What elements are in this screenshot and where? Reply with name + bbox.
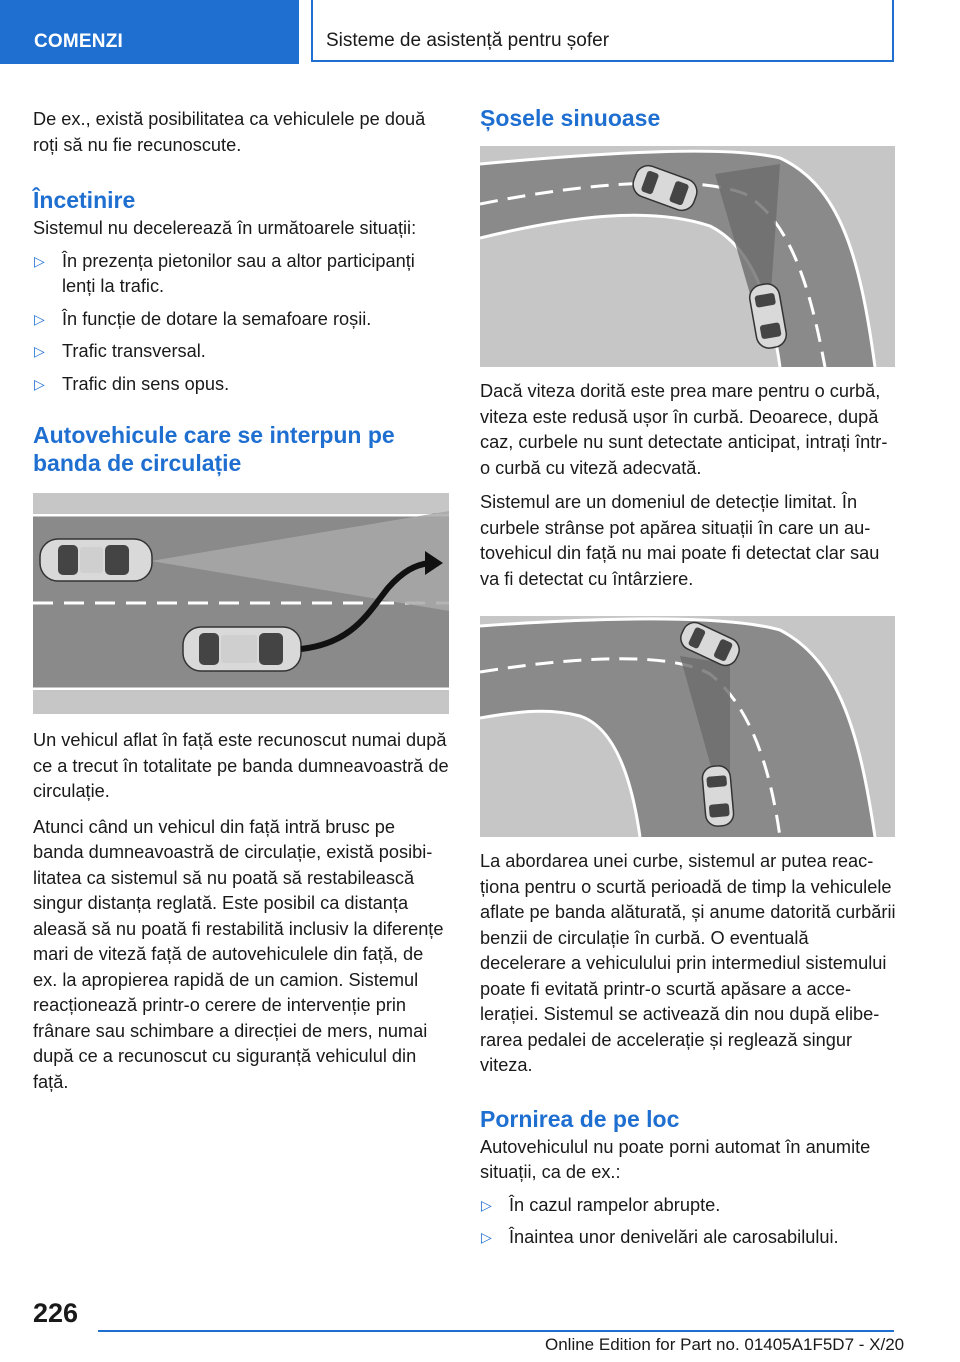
heading-interpun: Autovehicule care se interpun pe banda de circulație [33, 422, 395, 476]
intro-paragraph: De ex., există posibilitatea ca vehiculele pe două roți să nu fie recunoscute. [33, 109, 426, 155]
list-item: ▷ Înaintea unor denivelări ale carosabilului. [480, 1225, 896, 1251]
right-column [480, 104, 896, 1251]
triangle-bullet-icon: ▷ [34, 310, 45, 327]
car-cutting-in-icon [183, 627, 301, 671]
curved-road-figure-1 [480, 146, 895, 367]
header-title: Sisteme de asistență pentru șofer [326, 30, 610, 51]
cut-in-paragraph-2: Atunci când un vehicul din față intră brusc pe banda dumneavoastră de circulație, există posibilitatea ca sistemul să nu poată să restabilească singur distanța reglată. Este posibil ca distanța aleasă să nu poată fi restabilită inclusiv la diferențe mari de viteză față de autovehiculele din față, de ex. la apropierea rapidă de un camion. Sistemul reacționează printr-o cerere de intervenție prin frânare sau schimbare a direcției de mers, numai după ce a recunoscut cu siguranță vehiculul din față. [33, 816, 444, 1092]
list-item: ▷ Trafic din sens opus. [33, 372, 449, 398]
header-title-box [311, 0, 894, 62]
triangle-bullet-icon: ▷ [34, 343, 45, 359]
list-item: ▷ În cazul rampelor abrupte. [480, 1193, 896, 1219]
curved-road-figure-2 [480, 616, 895, 837]
heading-sosele: Șosele sinuoase [480, 105, 661, 131]
footer-edition: Online Edition for Part no. 01405A1F5D7 - X/20 [545, 1335, 905, 1354]
cut-in-vehicle-figure [33, 493, 449, 714]
pornirea-text: Autovehiculul nu poate porni automat în anumite situații, ca de ex.: [480, 1136, 871, 1182]
sosele-paragraph-3: La abordarea unei curbe, sistemul ar putea reacționa pentru o scurtă perioadă de timp la vehiculele aflate pe banda alăturată, și anume datorită curbării benzii de circulație în curbă. O eventuală decelerare a vehiculului prin intermediul sistemului poate fi evitată printr-o scurtă apăsare a accelerației. Sistemul se activează din nou după eliberarea pedalei de accelerație și reglează singur viteza. [480, 851, 896, 1075]
incetinire-list [33, 249, 449, 398]
triangle-bullet-icon: ▷ [481, 1196, 492, 1213]
triangle-bullet-icon: ▷ [34, 375, 45, 392]
list-item: ▷ Trafic transversal. [33, 339, 449, 365]
triangle-bullet-icon: ▷ [34, 252, 45, 269]
heading-incetinire: Încetinire [33, 187, 136, 213]
header-section-label: COMENZI [34, 31, 124, 52]
heading-pornirea: Pornirea de pe loc [480, 1105, 680, 1132]
pornirea-list [480, 1193, 896, 1251]
sosele-paragraph-1: Dacă viteza dorită este prea mare pentru o curbă, viteza este redusă ușor în curbă. Deoarece, după caz, curbele nu sunt detectate anticipat, intrați într-o curbă cu viteză adecvată. [480, 381, 888, 478]
list-item: ▷ În funcție de dotare la semafoare roșii. [33, 307, 449, 333]
left-column [33, 107, 449, 1095]
car-icon [701, 765, 734, 827]
car-ahead-icon [40, 539, 152, 581]
incetinire-text: Sistemul nu decelerează în următoarele situații: [33, 218, 417, 238]
cut-in-paragraph-1: Un vehicul aflat în față este recunoscut numai după ce a trecut în totalitate pe banda dumneavoastră de circulație. [33, 730, 449, 801]
list-item: ▷ În prezența pietonilor sau a altor participanți lenți la trafic. [34, 250, 415, 296]
page-number: 226 [33, 1298, 79, 1328]
footer-divider [98, 1330, 894, 1332]
sosele-paragraph-2: Sistemul are un domeniul de detecție limitat. În curbele strânse pot apărea situații în care un autovehicul din față nu mai poate fi detectat clar sau va fi detectat cu întârziere. [480, 492, 880, 589]
triangle-bullet-icon: ▷ [481, 1229, 492, 1245]
header-section-tab [0, 0, 299, 64]
